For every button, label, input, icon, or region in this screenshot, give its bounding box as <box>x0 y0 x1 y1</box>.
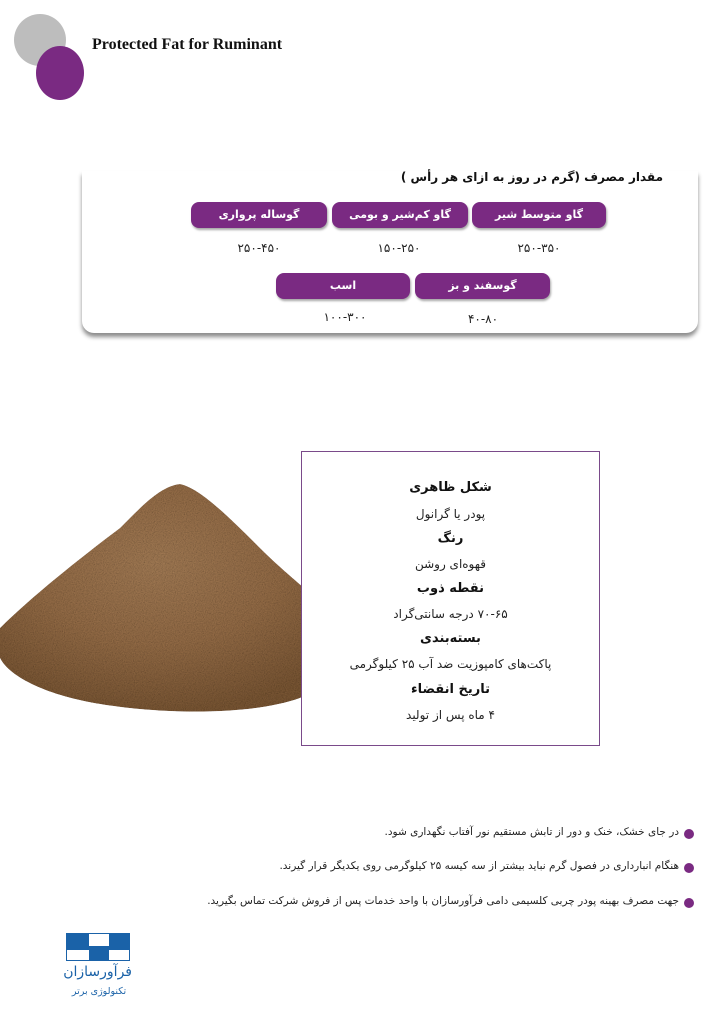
usage-label-dairy-cow-medium: گاو متوسط شیر <box>472 202 606 228</box>
specs-box <box>301 451 600 746</box>
usage-range-low-milk-cow: ۱۵۰-۲۵۰ <box>377 241 421 255</box>
spec-packaging-value: پاکت‌های کامپوزیت ضد آب ۲۵ کیلوگرمی <box>349 657 552 671</box>
usage-range-sheep-goat: ۴۰-۸۰ <box>467 312 499 326</box>
page-title: Protected Fat for Ruminant <box>92 36 283 53</box>
note-contact: جهت مصرف بهینه پودر چربی کلسیمی دامی فرآورسازان با واحد خدمات پس از فروش شرکت تماس بگیرید. <box>207 895 679 907</box>
usage-label-fattening-calf: گوساله پرواری <box>191 202 327 228</box>
usage-range-fattening-calf: ۲۵۰-۴۵۰ <box>237 241 281 255</box>
spec-form-label: شکل ظاهری <box>409 480 492 495</box>
usage-label-sheep-goat: گوسفند و بز <box>415 273 550 299</box>
usage-title: مقدار مصرف (گرم در روز به ازای هر رأس ) <box>400 170 663 184</box>
decorative-purple-circle <box>36 46 84 100</box>
spec-color-value: قهوه‌ای روشن <box>414 557 487 571</box>
spec-color-label: رنگ <box>437 531 464 546</box>
usage-label-horse: اسب <box>276 273 410 299</box>
logo-company-name: فرآورسازان <box>63 964 132 980</box>
note-storage: در جای خشک، خنک و دور از تابش مستقیم نور آفتاب نگهداری شود. <box>384 826 679 838</box>
spec-form-value: پودر یا گرانول <box>415 507 486 521</box>
company-logo-icon <box>66 933 130 961</box>
powder-pile-image <box>0 478 350 718</box>
usage-range-horse: ۱۰۰-۳۰۰ <box>323 310 367 324</box>
note-bullet <box>684 898 694 908</box>
spec-melting-value: ۷۰-۶۵ درجه سانتی‌گراد <box>393 607 508 621</box>
logo-tagline: تکنولوژی برتر <box>71 986 127 997</box>
note-bullet <box>684 863 694 873</box>
usage-range-dairy-cow-medium: ۲۵۰-۳۵۰ <box>517 241 561 255</box>
spec-expiry-value: ۴ ماه پس از تولید <box>406 708 495 722</box>
spec-packaging-label: بسته‌بندی <box>420 631 481 646</box>
spec-melting-label: نقطه ذوب <box>416 581 485 596</box>
spec-expiry-label: تاریخ انقضاء <box>410 682 491 697</box>
usage-label-low-milk-cow: گاو کم‌شیر و بومی <box>332 202 468 228</box>
note-bullet <box>684 829 694 839</box>
note-stacking: هنگام انبارداری در فصول گرم نباید بیشتر از سه کیسه ۲۵ کیلوگرمی روی یکدیگر قرار گیرند. <box>279 860 679 872</box>
